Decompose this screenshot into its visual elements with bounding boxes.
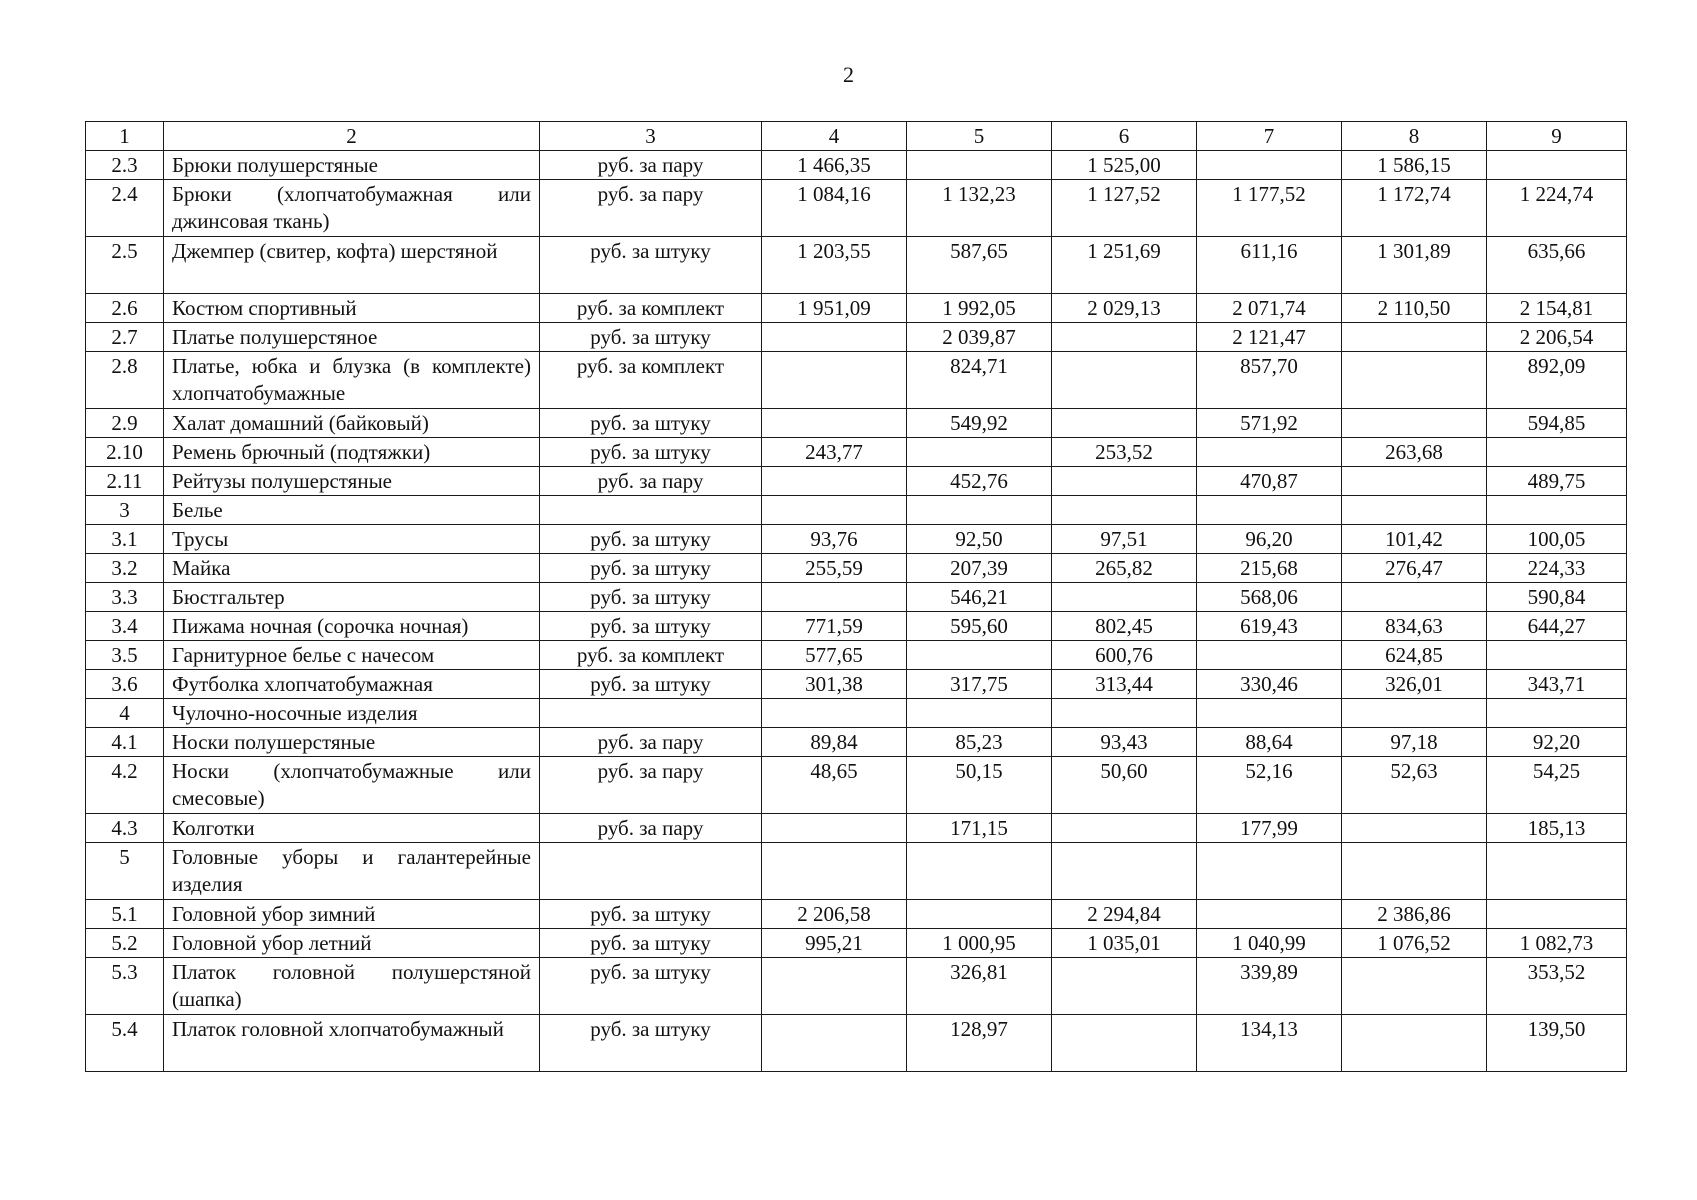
- table-row: [86, 728, 1627, 757]
- price-cell: 546,21: [907, 583, 1052, 612]
- price-cell: 1 525,00: [1052, 151, 1197, 180]
- unit-of-measure: руб. за штуку: [540, 409, 762, 438]
- unit-of-measure: руб. за штуку: [540, 237, 762, 294]
- item-name: Носки полушерстяные: [164, 728, 540, 757]
- price-cell: 470,87: [1197, 467, 1342, 496]
- price-cell: [1197, 641, 1342, 670]
- price-cell: 339,89: [1197, 958, 1342, 1015]
- unit-of-measure: руб. за штуку: [540, 438, 762, 467]
- price-cell: 1 224,74: [1487, 180, 1627, 237]
- price-cell: [1052, 699, 1197, 728]
- row-number: 5.1: [86, 900, 164, 929]
- price-cell: 128,97: [907, 1015, 1052, 1072]
- price-cell: [1052, 843, 1197, 900]
- table-row: [86, 294, 1627, 323]
- price-cell: 88,64: [1197, 728, 1342, 757]
- unit-of-measure: руб. за штуку: [540, 583, 762, 612]
- price-cell: 97,18: [1342, 728, 1487, 757]
- price-cell: [762, 583, 907, 612]
- row-number: 5.2: [86, 929, 164, 958]
- price-cell: 635,66: [1487, 237, 1627, 294]
- price-cell: 1 127,52: [1052, 180, 1197, 237]
- price-cell: 1 000,95: [907, 929, 1052, 958]
- price-cell: [1487, 641, 1627, 670]
- unit-of-measure: [540, 699, 762, 728]
- price-cell: 2 110,50: [1342, 294, 1487, 323]
- unit-of-measure: руб. за штуку: [540, 958, 762, 1015]
- price-cell: 89,84: [762, 728, 907, 757]
- table-row: [86, 612, 1627, 641]
- price-cell: [907, 438, 1052, 467]
- price-cell: [762, 323, 907, 352]
- price-cell: [1197, 151, 1342, 180]
- price-cell: 1 172,74: [1342, 180, 1487, 237]
- price-cell: 619,43: [1197, 612, 1342, 641]
- table-row: [86, 670, 1627, 699]
- price-cell: 263,68: [1342, 438, 1487, 467]
- price-cell: [1197, 900, 1342, 929]
- item-name: Платье, юбка и блузка (в комплекте) хлопчатобумажные: [164, 352, 540, 409]
- price-cell: 85,23: [907, 728, 1052, 757]
- table-row: [86, 814, 1627, 843]
- row-number: 2.5: [86, 237, 164, 294]
- unit-of-measure: руб. за пару: [540, 814, 762, 843]
- unit-of-measure: руб. за штуку: [540, 612, 762, 641]
- price-cell: [1342, 323, 1487, 352]
- unit-of-measure: руб. за комплект: [540, 641, 762, 670]
- price-cell: 2 294,84: [1052, 900, 1197, 929]
- unit-of-measure: руб. за штуку: [540, 525, 762, 554]
- price-table: [85, 121, 1627, 1072]
- price-cell: [1197, 438, 1342, 467]
- row-number: 3.6: [86, 670, 164, 699]
- row-number: 3.3: [86, 583, 164, 612]
- price-cell: 802,45: [1052, 612, 1197, 641]
- item-name: Головной убор зимний: [164, 900, 540, 929]
- price-cell: 590,84: [1487, 583, 1627, 612]
- price-cell: 892,09: [1487, 352, 1627, 409]
- price-cell: 50,15: [907, 757, 1052, 814]
- unit-of-measure: руб. за пару: [540, 180, 762, 237]
- table-row: [86, 438, 1627, 467]
- price-cell: [1487, 843, 1627, 900]
- unit-of-measure: руб. за комплект: [540, 352, 762, 409]
- price-cell: 255,59: [762, 554, 907, 583]
- price-cell: 177,99: [1197, 814, 1342, 843]
- price-cell: [1052, 352, 1197, 409]
- price-cell: 2 029,13: [1052, 294, 1197, 323]
- price-cell: 1 040,99: [1197, 929, 1342, 958]
- price-cell: [1052, 467, 1197, 496]
- price-cell: 1 203,55: [762, 237, 907, 294]
- table-row: [86, 180, 1627, 237]
- row-number: 5.4: [86, 1015, 164, 1072]
- price-cell: [1197, 843, 1342, 900]
- price-cell: [1342, 1015, 1487, 1072]
- price-cell: [907, 699, 1052, 728]
- price-cell: [1342, 409, 1487, 438]
- column-number-row: [86, 122, 1627, 151]
- price-cell: 2 071,74: [1197, 294, 1342, 323]
- item-name: Чулочно-носочные изделия: [164, 699, 540, 728]
- item-name: Колготки: [164, 814, 540, 843]
- column-number: 5: [907, 122, 1052, 151]
- price-cell: 1 132,23: [907, 180, 1052, 237]
- price-cell: [1342, 814, 1487, 843]
- item-name: Платок головной хлопчатобумажный: [164, 1015, 540, 1072]
- price-cell: [1052, 1015, 1197, 1072]
- price-cell: [907, 843, 1052, 900]
- price-cell: 326,01: [1342, 670, 1487, 699]
- row-number: 4.2: [86, 757, 164, 814]
- price-cell: [1342, 958, 1487, 1015]
- price-cell: [907, 900, 1052, 929]
- table-row: [86, 929, 1627, 958]
- item-name: Брюки полушерстяные: [164, 151, 540, 180]
- price-cell: 134,13: [1197, 1015, 1342, 1072]
- price-cell: 93,76: [762, 525, 907, 554]
- price-cell: [1052, 496, 1197, 525]
- row-number: 2.6: [86, 294, 164, 323]
- row-number: 5.3: [86, 958, 164, 1015]
- price-cell: 2 206,58: [762, 900, 907, 929]
- price-cell: 326,81: [907, 958, 1052, 1015]
- row-number: 2.8: [86, 352, 164, 409]
- unit-of-measure: руб. за пару: [540, 467, 762, 496]
- price-cell: 1 035,01: [1052, 929, 1197, 958]
- row-number: 4.1: [86, 728, 164, 757]
- price-cell: [1197, 496, 1342, 525]
- price-cell: [762, 958, 907, 1015]
- item-name: Брюки (хлопчатобумажная или джинсовая ткань): [164, 180, 540, 237]
- price-cell: 54,25: [1487, 757, 1627, 814]
- unit-of-measure: руб. за штуку: [540, 929, 762, 958]
- price-cell: [1052, 958, 1197, 1015]
- unit-of-measure: руб. за пару: [540, 728, 762, 757]
- price-cell: [762, 843, 907, 900]
- item-name: Костюм спортивный: [164, 294, 540, 323]
- price-cell: [1052, 409, 1197, 438]
- price-cell: [1487, 699, 1627, 728]
- price-cell: 139,50: [1487, 1015, 1627, 1072]
- price-cell: 587,65: [907, 237, 1052, 294]
- row-number: 2.3: [86, 151, 164, 180]
- price-cell: 995,21: [762, 929, 907, 958]
- price-cell: 301,38: [762, 670, 907, 699]
- price-cell: 834,63: [1342, 612, 1487, 641]
- unit-of-measure: [540, 843, 762, 900]
- unit-of-measure: руб. за штуку: [540, 900, 762, 929]
- item-name: Платок головной полушерстяной (шапка): [164, 958, 540, 1015]
- price-cell: 568,06: [1197, 583, 1342, 612]
- price-cell: 93,43: [1052, 728, 1197, 757]
- price-cell: [762, 409, 907, 438]
- table-row: [86, 900, 1627, 929]
- price-cell: [907, 496, 1052, 525]
- row-number: 3.5: [86, 641, 164, 670]
- price-cell: 611,16: [1197, 237, 1342, 294]
- unit-of-measure: руб. за штуку: [540, 1015, 762, 1072]
- item-name: Пижама ночная (сорочка ночная): [164, 612, 540, 641]
- price-cell: 171,15: [907, 814, 1052, 843]
- price-cell: [1342, 843, 1487, 900]
- row-number: 3: [86, 496, 164, 525]
- column-number: 4: [762, 122, 907, 151]
- unit-of-measure: руб. за комплект: [540, 294, 762, 323]
- price-cell: 1 992,05: [907, 294, 1052, 323]
- table-row: [86, 641, 1627, 670]
- item-name: Бюстгальтер: [164, 583, 540, 612]
- page-number: 2: [843, 62, 854, 87]
- price-cell: [1052, 583, 1197, 612]
- unit-of-measure: руб. за пару: [540, 151, 762, 180]
- price-cell: [762, 352, 907, 409]
- row-number: 4: [86, 699, 164, 728]
- table-row: [86, 958, 1627, 1015]
- table-row: [86, 496, 1627, 525]
- price-cell: [1052, 814, 1197, 843]
- price-cell: 771,59: [762, 612, 907, 641]
- price-cell: 857,70: [1197, 352, 1342, 409]
- column-number: 1: [86, 122, 164, 151]
- price-cell: 97,51: [1052, 525, 1197, 554]
- price-cell: [1342, 467, 1487, 496]
- table-row: [86, 237, 1627, 294]
- price-cell: 92,50: [907, 525, 1052, 554]
- price-cell: 1 951,09: [762, 294, 907, 323]
- price-cell: 1 084,16: [762, 180, 907, 237]
- item-name: Халат домашний (байковый): [164, 409, 540, 438]
- item-name: Гарнитурное белье с начесом: [164, 641, 540, 670]
- price-cell: 243,77: [762, 438, 907, 467]
- price-cell: 452,76: [907, 467, 1052, 496]
- item-name: Футболка хлопчатобумажная: [164, 670, 540, 699]
- price-cell: 52,16: [1197, 757, 1342, 814]
- price-cell: [1052, 323, 1197, 352]
- price-cell: 50,60: [1052, 757, 1197, 814]
- price-cell: 2 039,87: [907, 323, 1052, 352]
- price-cell: 2 121,47: [1197, 323, 1342, 352]
- unit-of-measure: руб. за штуку: [540, 323, 762, 352]
- price-cell: [907, 151, 1052, 180]
- column-number: 7: [1197, 122, 1342, 151]
- price-cell: [1342, 583, 1487, 612]
- price-cell: [762, 496, 907, 525]
- table-row: [86, 1015, 1627, 1072]
- item-name: Рейтузы полушерстяные: [164, 467, 540, 496]
- row-number: 2.10: [86, 438, 164, 467]
- price-cell: 100,05: [1487, 525, 1627, 554]
- price-cell: 549,92: [907, 409, 1052, 438]
- column-number: 3: [540, 122, 762, 151]
- price-cell: 353,52: [1487, 958, 1627, 1015]
- price-cell: [907, 641, 1052, 670]
- price-cell: 215,68: [1197, 554, 1342, 583]
- price-cell: 265,82: [1052, 554, 1197, 583]
- price-cell: 2 386,86: [1342, 900, 1487, 929]
- table-row: [86, 323, 1627, 352]
- row-number: 3.4: [86, 612, 164, 641]
- price-cell: 824,71: [907, 352, 1052, 409]
- price-cell: [1487, 438, 1627, 467]
- price-cell: 594,85: [1487, 409, 1627, 438]
- price-cell: 595,60: [907, 612, 1052, 641]
- unit-of-measure: руб. за штуку: [540, 554, 762, 583]
- price-cell: 224,33: [1487, 554, 1627, 583]
- row-number: 2.7: [86, 323, 164, 352]
- price-cell: 1 177,52: [1197, 180, 1342, 237]
- item-name: Головные уборы и галантерейные изделия: [164, 843, 540, 900]
- row-number: 3.1: [86, 525, 164, 554]
- row-number: 5: [86, 843, 164, 900]
- price-cell: [1342, 496, 1487, 525]
- item-name: Головной убор летний: [164, 929, 540, 958]
- price-cell: [1342, 699, 1487, 728]
- item-name: Джемпер (свитер, кофта) шерстяной: [164, 237, 540, 294]
- price-cell: 343,71: [1487, 670, 1627, 699]
- price-cell: 313,44: [1052, 670, 1197, 699]
- price-cell: [762, 814, 907, 843]
- unit-of-measure: [540, 496, 762, 525]
- price-cell: [762, 1015, 907, 1072]
- item-name: Носки (хлопчатобумажные или смесовые): [164, 757, 540, 814]
- price-cell: 253,52: [1052, 438, 1197, 467]
- item-name: Трусы: [164, 525, 540, 554]
- price-cell: [762, 699, 907, 728]
- price-cell: 1 466,35: [762, 151, 907, 180]
- price-cell: 52,63: [1342, 757, 1487, 814]
- row-number: 4.3: [86, 814, 164, 843]
- price-cell: 1 082,73: [1487, 929, 1627, 958]
- row-number: 2.11: [86, 467, 164, 496]
- unit-of-measure: руб. за штуку: [540, 670, 762, 699]
- price-cell: 185,13: [1487, 814, 1627, 843]
- price-cell: 624,85: [1342, 641, 1487, 670]
- table-row: [86, 699, 1627, 728]
- price-cell: 489,75: [1487, 467, 1627, 496]
- table-row: [86, 583, 1627, 612]
- row-number: 2.4: [86, 180, 164, 237]
- table-row: [86, 757, 1627, 814]
- column-number: 6: [1052, 122, 1197, 151]
- price-cell: 571,92: [1197, 409, 1342, 438]
- price-cell: 644,27: [1487, 612, 1627, 641]
- price-cell: [1197, 699, 1342, 728]
- price-cell: 96,20: [1197, 525, 1342, 554]
- price-cell: 1 301,89: [1342, 237, 1487, 294]
- price-cell: 92,20: [1487, 728, 1627, 757]
- table-row: [86, 151, 1627, 180]
- row-number: 2.9: [86, 409, 164, 438]
- price-cell: [1487, 900, 1627, 929]
- item-name: Ремень брючный (подтяжки): [164, 438, 540, 467]
- table-row: [86, 467, 1627, 496]
- price-cell: 101,42: [1342, 525, 1487, 554]
- unit-of-measure: руб. за пару: [540, 757, 762, 814]
- column-number: 2: [164, 122, 540, 151]
- item-name: Платье полушерстяное: [164, 323, 540, 352]
- price-cell: 577,65: [762, 641, 907, 670]
- price-cell: [1487, 151, 1627, 180]
- price-cell: 207,39: [907, 554, 1052, 583]
- table-row: [86, 352, 1627, 409]
- price-cell: 317,75: [907, 670, 1052, 699]
- price-cell: 600,76: [1052, 641, 1197, 670]
- price-cell: [1487, 496, 1627, 525]
- column-number: 8: [1342, 122, 1487, 151]
- column-number: 9: [1487, 122, 1627, 151]
- item-name: Белье: [164, 496, 540, 525]
- price-cell: 1 586,15: [1342, 151, 1487, 180]
- row-number: 3.2: [86, 554, 164, 583]
- item-name: Майка: [164, 554, 540, 583]
- table-row: [86, 525, 1627, 554]
- price-cell: 2 154,81: [1487, 294, 1627, 323]
- price-cell: 2 206,54: [1487, 323, 1627, 352]
- price-cell: 330,46: [1197, 670, 1342, 699]
- price-cell: [1342, 352, 1487, 409]
- price-cell: 276,47: [1342, 554, 1487, 583]
- table-row: [86, 554, 1627, 583]
- table-row: [86, 409, 1627, 438]
- price-cell: 1 076,52: [1342, 929, 1487, 958]
- price-cell: 1 251,69: [1052, 237, 1197, 294]
- price-cell: 48,65: [762, 757, 907, 814]
- table-row: [86, 843, 1627, 900]
- price-cell: [762, 467, 907, 496]
